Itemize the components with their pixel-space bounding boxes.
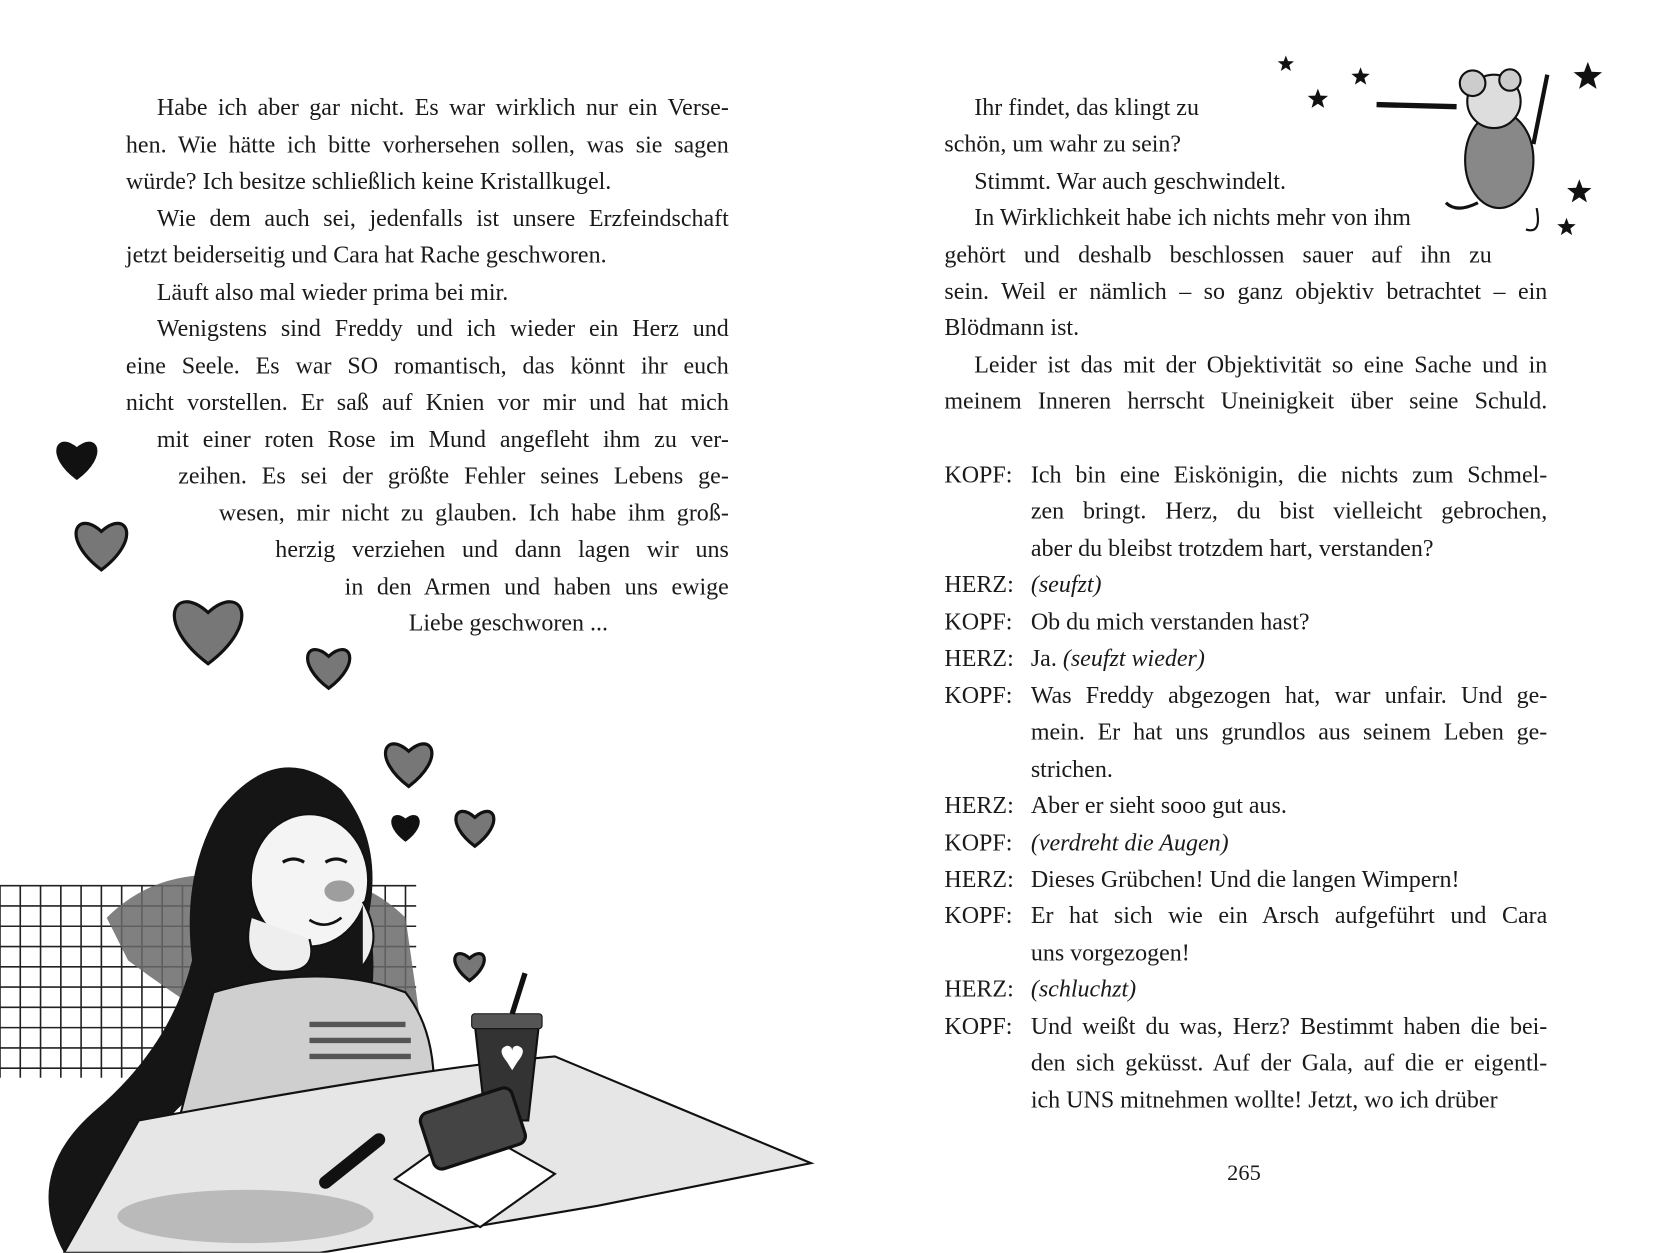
dialogue-text: Er hat sich wie ein Arsch aufgeführt und Cara [1030, 902, 1548, 929]
speaker-label: KOPF: [944, 902, 1013, 929]
dialogue-line [1031, 457, 1547, 493]
text-line: Wenigstens sind Freddy und ich wieder ein Herz und [156, 314, 729, 342]
dialogue-line [1031, 935, 1190, 971]
speaker-label: KOPF: [944, 828, 1013, 856]
dialogue-line [1031, 898, 1547, 934]
dialogue-line [1031, 567, 1102, 603]
dialogue-text: mein. Er hat uns grundlos aus seinem Leben ge- [1030, 718, 1548, 745]
dialogue-text: Ich bin eine Eiskönigin, die nichts zum Schmel- [1030, 460, 1548, 488]
text-line: eine Seele. Es war SO romantisch, das könnt ihr euch [125, 351, 729, 379]
star-icon [1351, 67, 1369, 84]
dialogue-line [1031, 493, 1547, 529]
dialogue-line [1031, 1045, 1547, 1081]
dialogue-line [1031, 604, 1310, 640]
text-line: Blödmann ist. [944, 314, 1080, 341]
dialogue-line [1031, 751, 1113, 787]
text-line: in den Armen und haben uns ewige [344, 572, 729, 600]
stage-direction: (verdreht die Augen) [1030, 828, 1229, 856]
dialogue-line [1031, 530, 1434, 566]
page-number: 265 [1227, 1159, 1261, 1186]
dialogue-line [1031, 861, 1460, 897]
heart-icon [76, 523, 127, 569]
star-icon [1278, 55, 1294, 70]
text-line: nicht vorstellen. Er saß auf Knien vor mir und hat mich [125, 388, 729, 416]
dialogue-text: ich UNS mitnehmen wollte! Jetzt, wo ich drüber [1030, 1085, 1498, 1113]
text-line: hen. Wie hätte ich bitte vorhersehen sollen, was sie sagen [125, 130, 729, 158]
speaker-label: HERZ: [944, 975, 1014, 1003]
text-line: wesen, mir nicht zu glauben. Ich habe ihm groß- [218, 498, 729, 526]
heart-icon [393, 817, 418, 840]
speaker-label: HERZ: [944, 644, 1014, 672]
star-icon [1308, 89, 1328, 108]
dialogue-line [1031, 1082, 1498, 1118]
heart-icon [58, 443, 96, 478]
stage-direction: (seufzt wieder) [1062, 644, 1205, 672]
dialogue-line [1031, 971, 1136, 1007]
heart-icon [174, 602, 241, 664]
text-line: Ihr findet, das klingt zu [974, 93, 1199, 121]
dialogue-line [1031, 714, 1547, 750]
dialogue-line [1031, 1008, 1547, 1044]
text-line: schön, um wahr zu sein? [944, 130, 1182, 158]
dialogue-text: Was Freddy abgezogen hat, war unfair. Und ge- [1030, 681, 1548, 709]
text-line: würde? Ich besitze schließlich keine Kristallkugel. [125, 167, 612, 195]
stage-direction: (seufzt) [1030, 571, 1102, 598]
text-line: Läuft also mal wieder prima bei mir. [156, 277, 509, 305]
dialogue-line [1031, 641, 1205, 677]
star-icon [1567, 179, 1591, 202]
heart-icon [308, 650, 350, 689]
text-line: sein. Weil er nämlich – so ganz objektiv betrachtet – ein [944, 277, 1548, 305]
dialogue-line [1031, 824, 1229, 860]
speaker-label: KOPF: [944, 681, 1013, 709]
heart-icon [456, 811, 494, 846]
text-line: Liebe geschworen ... [408, 609, 609, 636]
text-line: herzig verziehen und dann lagen wir uns [275, 535, 729, 563]
speaker-label: HERZ: [944, 571, 1014, 598]
dialogue-text: zen bringt. Herz, du bist vielleicht gebrochen, [1030, 497, 1548, 525]
speaker-label: HERZ: [944, 865, 1014, 893]
text-line: Leider ist das mit der Objektivität so eine Sache und in [974, 350, 1548, 378]
dialogue-text: Ob du mich verstanden hast? [1030, 608, 1310, 635]
text-line: meinem Inneren herrscht Uneinigkeit über seine Schuld. [944, 387, 1548, 415]
star-icon [1557, 218, 1575, 235]
dialogue-line [1031, 677, 1547, 713]
text-line: Habe ich aber gar nicht. Es war wirklich nur ein Verse- [156, 93, 729, 121]
stage-direction: (schluchzt) [1030, 975, 1137, 1003]
text-line: mit einer roten Rose im Mund angefleht ihm zu ver- [156, 425, 729, 452]
star-icon [1574, 62, 1602, 89]
heart-icon [455, 954, 485, 981]
dialogue-text: aber du bleibst trotzdem hart, verstanden? [1030, 534, 1434, 562]
dialogue-text: Aber er sieht sooo gut aus. [1030, 791, 1287, 819]
text-line: In Wirklichkeit habe ich nichts mehr von ihm [974, 204, 1411, 231]
text-line: Stimmt. War auch geschwindelt. [974, 167, 1286, 194]
text-line: Wie dem auch sei, jedenfalls ist unsere Erzfeindschaft [156, 204, 729, 232]
text-line: gehört und deshalb beschlossen sauer auf ihn zu [944, 240, 1492, 268]
text-line: jetzt beiderseitig und Cara hat Rache geschworen. [125, 241, 607, 268]
speaker-label: KOPF: [944, 608, 1013, 635]
text-line: zeihen. Es sei der größte Fehler seines Lebens ge- [178, 462, 729, 489]
dialogue-line [1031, 788, 1287, 824]
dialogue-text: Und weißt du was, Herz? Bestimmt haben die bei- [1030, 1012, 1548, 1040]
speaker-label: KOPF: [944, 460, 1013, 488]
speaker-label: KOPF: [944, 1012, 1013, 1040]
speaker-label: HERZ: [944, 791, 1014, 819]
dialogue-text: uns vorgezogen! [1030, 938, 1190, 966]
dialogue-text: strichen. [1030, 755, 1113, 782]
heart-icon [386, 744, 432, 787]
dialogue-text: Dieses Grübchen! Und die langen Wimpern! [1030, 865, 1460, 893]
dialogue-text: Ja. [1030, 644, 1063, 672]
dialogue-text: den sich geküsst. Auf der Gala, auf die er eigentl- [1030, 1049, 1548, 1076]
